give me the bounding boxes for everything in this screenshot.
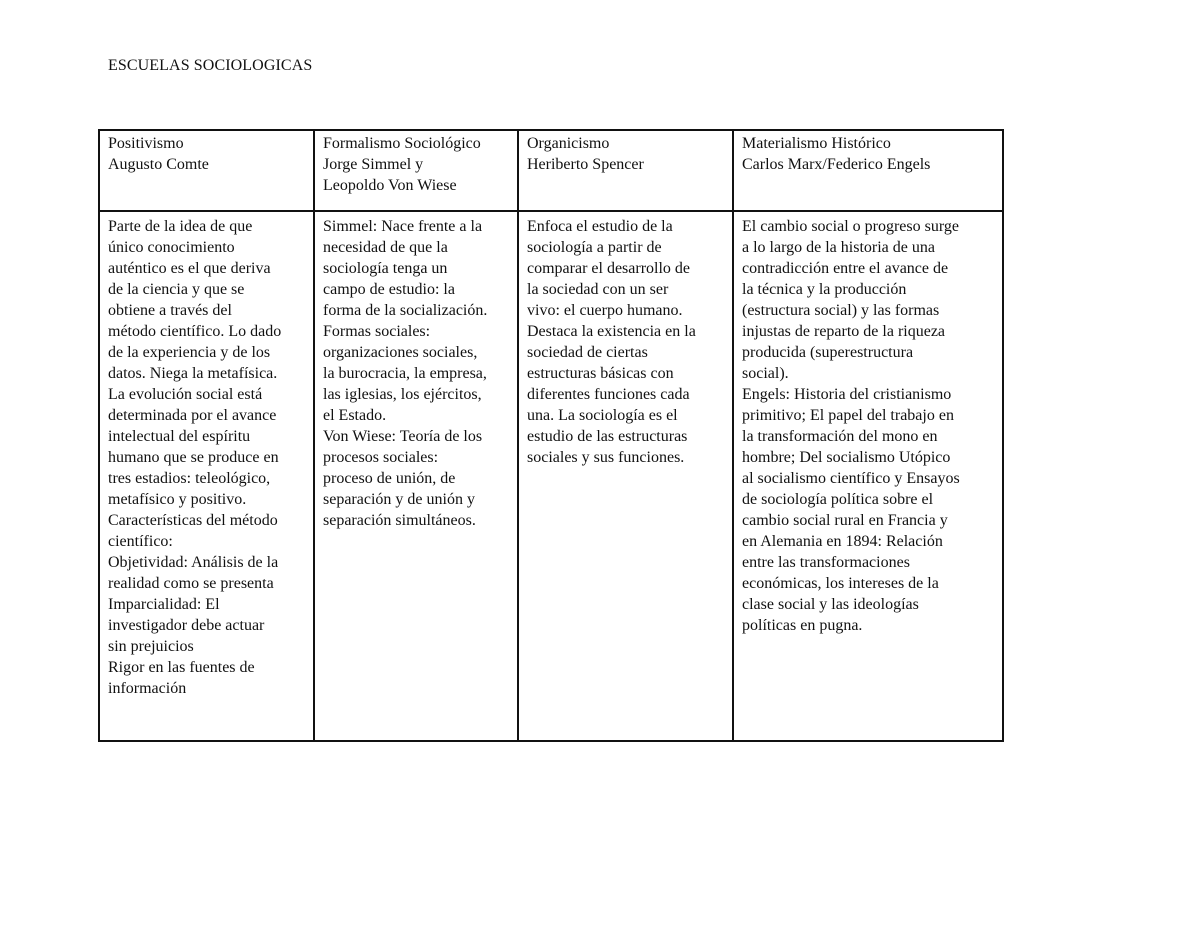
- header-row: [99, 130, 1003, 211]
- text-line: de la ciencia y que se: [108, 281, 245, 298]
- text-line: a lo largo de la historia de una: [742, 239, 935, 256]
- text-line: proceso de unión, de: [323, 470, 456, 487]
- text-line: investigador debe actuar: [108, 617, 265, 634]
- text-line: sociología a partir de: [527, 239, 662, 256]
- text-line: entre las transformaciones: [742, 554, 910, 571]
- text-line: producida (superestructura: [742, 344, 914, 361]
- header-line: Positivismo: [108, 135, 184, 152]
- text-line: de la experiencia y de los: [108, 344, 271, 361]
- text-line: sociología tenga un: [323, 260, 448, 277]
- text-line: organizaciones sociales,: [323, 344, 478, 361]
- text-line: sociales y sus funciones.: [527, 449, 685, 466]
- text-line: la sociedad con un ser: [527, 281, 669, 298]
- header-line: Materialismo Histórico: [742, 135, 891, 152]
- text-line: método científico. Lo dado: [108, 323, 282, 340]
- header-line: Carlos Marx/Federico Engels: [742, 156, 931, 173]
- text-line: Formas sociales:: [323, 323, 431, 340]
- text-line: diferentes funciones cada: [527, 386, 690, 403]
- text-line: social).: [742, 365, 789, 382]
- text-line: Objetividad: Análisis de la: [108, 554, 279, 571]
- text-line: intelectual del espíritu: [108, 428, 251, 445]
- text-line: sin prejuicios: [108, 638, 194, 655]
- text-line: humano que se produce en: [108, 449, 279, 466]
- text-line: de sociología política sobre el: [742, 491, 934, 508]
- text-line: comparar el desarrollo de: [527, 260, 691, 277]
- text-line: la burocracia, la empresa,: [323, 365, 487, 382]
- text-line: contradicción entre el avance de: [742, 260, 949, 277]
- text-line: Enfoca el estudio de la: [527, 218, 673, 235]
- text-line: en Alemania en 1894: Relación: [742, 533, 943, 550]
- text-line: realidad como se presenta: [108, 575, 274, 592]
- text-line: sociedad de ciertas: [527, 344, 648, 361]
- text-line: campo de estudio: la: [323, 281, 455, 298]
- text-line: al socialismo científico y Ensayos: [742, 470, 960, 487]
- text-line: estudio de las estructuras: [527, 428, 688, 445]
- header-cell: [314, 130, 518, 211]
- text-line: vivo: el cuerpo humano.: [527, 302, 683, 319]
- text-line: las iglesias, los ejércitos,: [323, 386, 482, 403]
- schools-table: [98, 129, 1004, 742]
- text-line: estructuras básicas con: [527, 365, 674, 382]
- text-line: Von Wiese: Teoría de los: [323, 428, 483, 445]
- text-line: políticas en pugna.: [742, 617, 863, 634]
- body-cell: [99, 211, 314, 741]
- text-line: necesidad de que la: [323, 239, 448, 256]
- text-line: único conocimiento: [108, 239, 235, 256]
- text-line: económicas, los intereses de la: [742, 575, 939, 592]
- text-line: injustas de reparto de la riqueza: [742, 323, 946, 340]
- header-line: Organicismo: [527, 135, 610, 152]
- text-line: Destaca la existencia en la: [527, 323, 696, 340]
- body-row: [99, 211, 1003, 741]
- text-line: forma de la socialización.: [323, 302, 488, 319]
- text-line: Parte de la idea de que: [108, 218, 253, 235]
- text-line: determinada por el avance: [108, 407, 277, 424]
- header-cell: [99, 130, 314, 211]
- text-line: Características del método: [108, 512, 278, 529]
- text-line: Imparcialidad: El: [108, 596, 220, 613]
- header-cell: [733, 130, 1003, 211]
- text-line: la transformación del mono en: [742, 428, 938, 445]
- body-cell: [518, 211, 733, 741]
- text-line: El cambio social o progreso surge: [742, 218, 959, 235]
- body-cell: [733, 211, 1003, 741]
- header-line: Heriberto Spencer: [527, 156, 644, 173]
- text-line: La evolución social está: [108, 386, 263, 403]
- text-line: primitivo; El papel del trabajo en: [742, 407, 954, 424]
- body-cell: [314, 211, 518, 741]
- text-line: Rigor en las fuentes de: [108, 659, 255, 676]
- text-line: obtiene a través del: [108, 302, 232, 319]
- text-line: tres estadios: teleológico,: [108, 470, 271, 487]
- text-line: Engels: Historia del cristianismo: [742, 386, 952, 403]
- text-line: auténtico es el que deriva: [108, 260, 271, 277]
- text-line: (estructura social) y las formas: [742, 302, 940, 319]
- text-line: separación simultáneos.: [323, 512, 476, 529]
- text-line: separación y de unión y: [323, 491, 475, 508]
- text-line: la técnica y la producción: [742, 281, 907, 298]
- header-cell: [518, 130, 733, 211]
- header-line: Jorge Simmel y: [323, 156, 424, 173]
- text-line: metafísico y positivo.: [108, 491, 247, 508]
- text-line: Simmel: Nace frente a la: [323, 218, 483, 235]
- text-line: científico:: [108, 533, 173, 550]
- header-line: Formalismo Sociológico: [323, 135, 481, 152]
- text-line: datos. Niega la metafísica.: [108, 365, 278, 382]
- text-line: clase social y las ideologías: [742, 596, 919, 613]
- header-line: Augusto Comte: [108, 156, 209, 173]
- text-line: hombre; Del socialismo Utópico: [742, 449, 951, 466]
- text-line: una. La sociología es el: [527, 407, 678, 424]
- header-line: Leopoldo Von Wiese: [323, 177, 457, 194]
- text-line: información: [108, 680, 187, 697]
- document-title: ESCUELAS SOCIOLOGICAS: [108, 57, 313, 74]
- text-line: el Estado.: [323, 407, 387, 424]
- text-line: cambio social rural en Francia y: [742, 512, 948, 529]
- text-line: procesos sociales:: [323, 449, 439, 466]
